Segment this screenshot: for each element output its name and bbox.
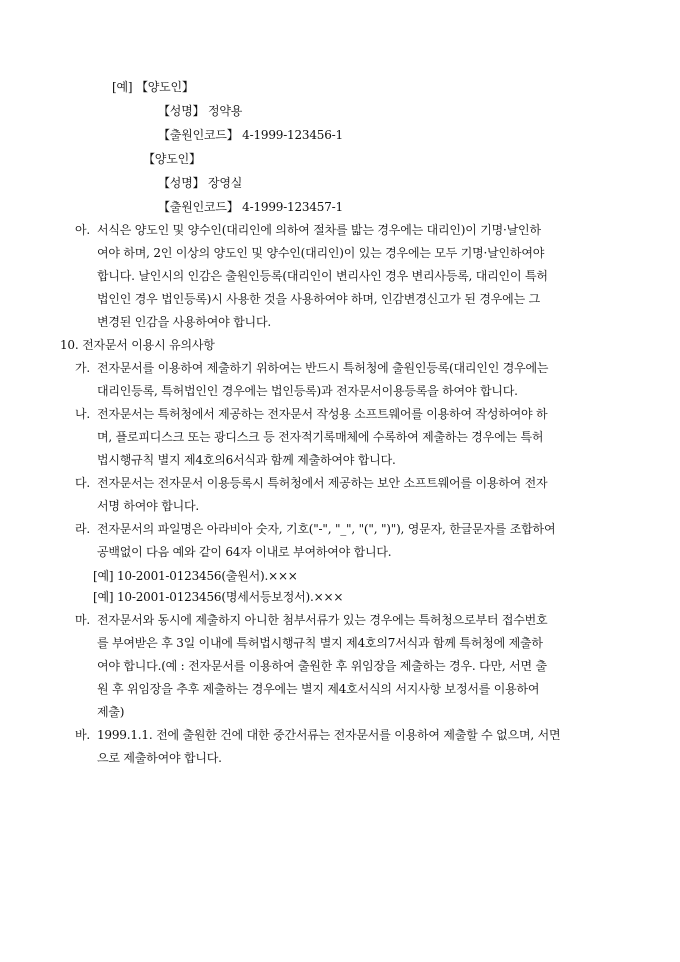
example-name-2: 【성명】 장영실 — [158, 176, 243, 190]
text-line: 법시행규칙 별지 제4호의6서식과 함께 제출하여야 합니다. — [97, 453, 396, 467]
item-ma-text — [97, 609, 627, 724]
example-name-1: 【성명】 정약용 — [158, 104, 243, 118]
item-a-text — [97, 219, 627, 334]
text-line: 전자문서는 특허청에서 제공하는 전자문서 작성용 소프트웨어를 이용하여 작성하여야 하 — [97, 407, 548, 421]
example-assignor-heading-1: [예] 【양도인】 — [112, 80, 194, 94]
item-ga-marker: 가. — [75, 361, 91, 375]
text-line: 변경된 인감을 사용하여야 합니다. — [97, 315, 271, 329]
item-na-text — [97, 403, 627, 472]
example-assignor-heading-2: 【양도인】 — [143, 152, 201, 166]
text-line: 법인인 경우 법인등록)시 사용한 것을 사용하여야 하며, 인감변경신고가 된 경우에는 그 — [97, 292, 540, 306]
text-line: 제출) — [97, 705, 125, 719]
item-ma-marker: 마. — [75, 613, 91, 627]
text-line: 합니다. 날인시의 인감은 출원인등록(대리인이 변리사인 경우 변리사등록, 대리인이 특허 — [97, 269, 548, 283]
text-line: 전자문서의 파일명은 아라비아 숫자, 기호("-", "_", "(", ")"), 영문자, 한글문자를 조합하여 — [97, 522, 556, 536]
example-applicant-code-2: 【출원인코드】 4-1999-123457-1 — [158, 200, 343, 214]
item-ga-text — [97, 357, 627, 403]
text-line: 여야 하며, 2인 이상의 양도인 및 양수인(대리인)이 있는 경우에는 모두 기명·날인하여야 — [97, 246, 545, 260]
text-line: 여야 합니다.(예 : 전자문서를 이용하여 출원한 후 위임장을 제출하는 경우. 다만, 서면 출 — [97, 659, 547, 673]
text-line: 전자문서를 이용하여 제출하기 위하여는 반드시 특허청에 출원인등록(대리인인 경우에는 — [97, 361, 549, 375]
text-line: 으로 제출하여야 합니다. — [97, 751, 222, 765]
text-line: 1999.1.1. 전에 출원한 건에 대한 중간서류는 전자문서를 이용하여 제출할 수 없으며, 서면 — [97, 728, 561, 742]
filename-example-2: [예] 10-2001-0123456(명세서등보정서).××× — [93, 590, 344, 604]
item-ba-marker: 바. — [75, 728, 91, 742]
text-line: 대리인등록, 특허법인인 경우에는 법인등록)과 전자문서이용등록을 하여야 합니다. — [97, 384, 518, 398]
item-ra-marker: 라. — [75, 522, 91, 536]
text-line: 전자문서는 전자문서 이용등록시 특허청에서 제공하는 보안 소프트웨어를 이용하여 전자 — [97, 476, 548, 490]
text-line: 며, 플로피디스크 또는 광디스크 등 전자적기록매체에 수록하여 제출하는 경우에는 특허 — [97, 430, 544, 444]
text-line: 서명 하여야 합니다. — [97, 499, 199, 513]
text-line: 전자문서와 동시에 제출하지 아니한 첨부서류가 있는 경우에는 특허청으로부터 접수번호 — [97, 613, 548, 627]
item-da-text — [97, 472, 627, 518]
section-10-title: 10. 전자문서 이용시 유의사항 — [60, 338, 215, 352]
item-ra-text — [97, 518, 627, 564]
item-da-marker: 다. — [75, 476, 91, 490]
example-applicant-code-1: 【출원인코드】 4-1999-123456-1 — [158, 128, 343, 142]
item-na-marker: 나. — [75, 407, 91, 421]
item-a-marker: 아. — [75, 223, 91, 237]
filename-example-1: [예] 10-2001-0123456(출원서).××× — [93, 569, 298, 583]
text-line: 원 후 위임장을 추후 제출하는 경우에는 별지 제4호서식의 서지사항 보정서를 이용하여 — [97, 682, 540, 696]
text-line: 를 부여받은 후 3일 이내에 특허법시행규칙 별지 제4호의7서식과 함께 특허청에 제출하 — [97, 636, 543, 650]
text-line: 서식은 양도인 및 양수인(대리인에 의하여 절차를 밟는 경우에는 대리인)이 기명·날인하 — [97, 223, 541, 237]
item-ba-text — [97, 724, 627, 770]
text-line: 공백없이 다음 예와 같이 64자 이내로 부여하여야 합니다. — [97, 545, 392, 559]
